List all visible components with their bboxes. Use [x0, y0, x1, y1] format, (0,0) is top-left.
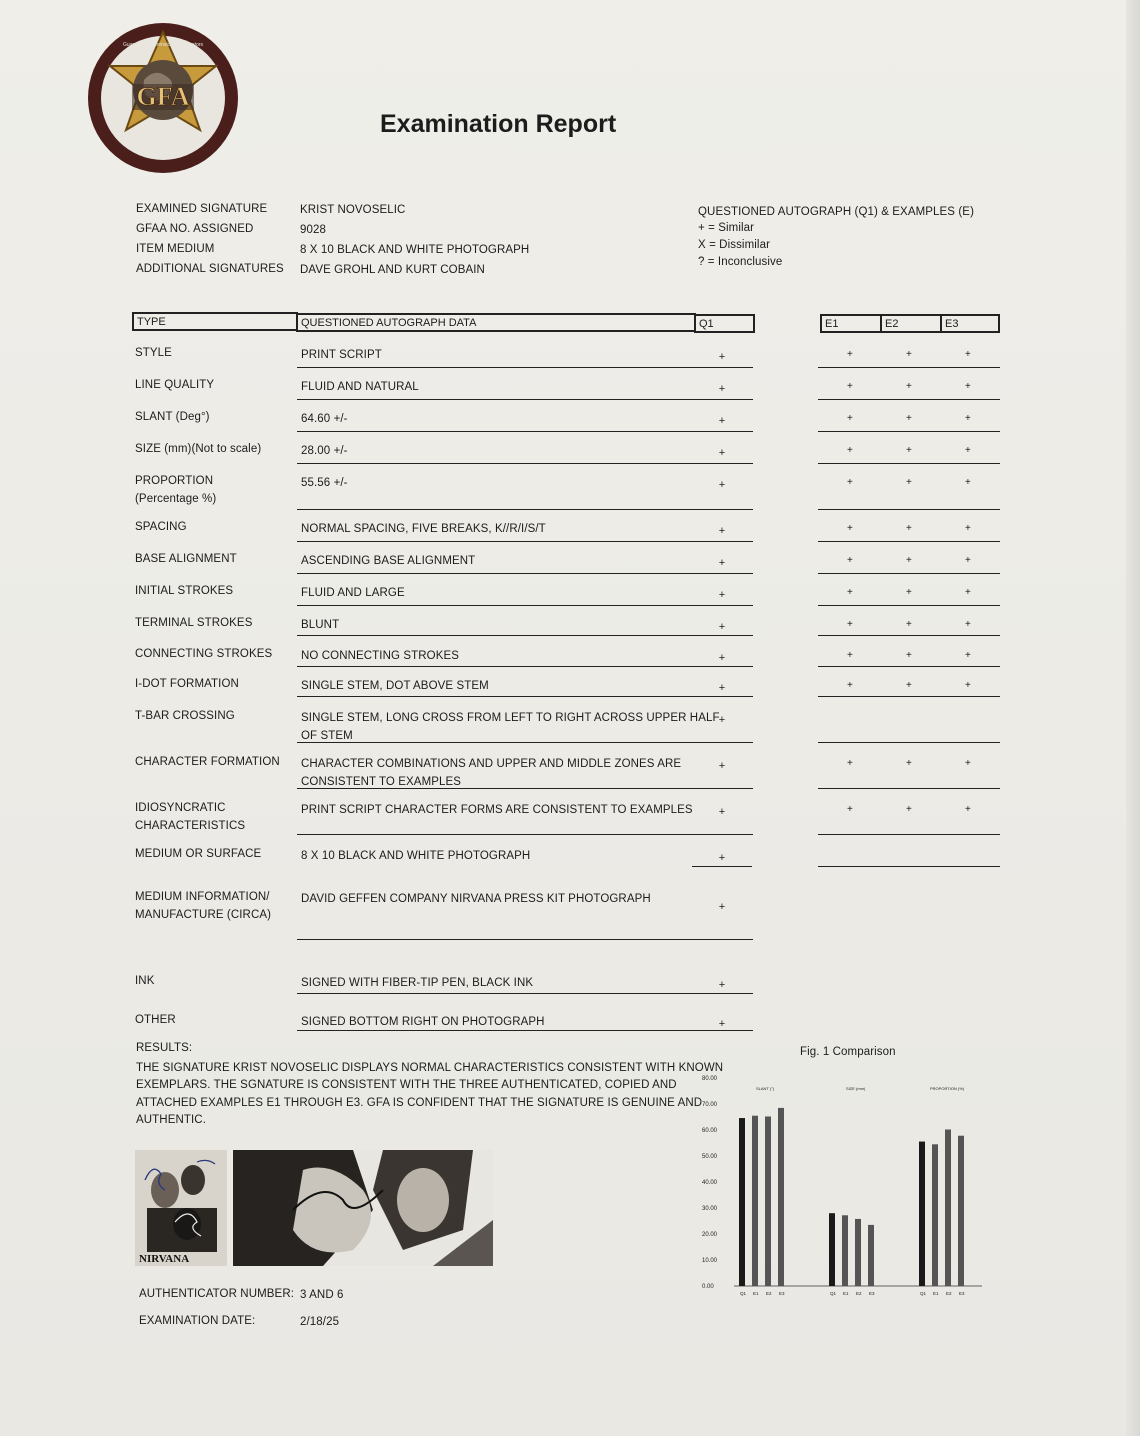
row-e2-mark: + [906, 587, 912, 598]
info-label: GFAA NO. ASSIGNED [136, 223, 254, 235]
row-type-line-2: MANUFACTURE (CIRCA) [135, 909, 272, 921]
row-data: FLUID AND NATURAL [301, 381, 419, 393]
x-tick-label: E2 [856, 1291, 862, 1296]
row-data: SIGNED BOTTOM RIGHT ON PHOTOGRAPH [301, 1016, 545, 1028]
x-tick-label: Q1 [920, 1291, 927, 1296]
row-e2-mark: + [906, 555, 912, 566]
info-value: DAVE GROHL AND KURT COBAIN [300, 264, 485, 276]
header-e3: E3 [940, 314, 1000, 333]
row-underline [297, 834, 753, 835]
row-q1-mark: + [718, 415, 726, 427]
header-type: TYPE [132, 312, 298, 331]
row-q1-mark: + [718, 806, 726, 818]
row-underline [297, 939, 753, 940]
row-data-line-2: CONSISTENT TO EXAMPLES [301, 776, 462, 788]
row-type: MEDIUM INFORMATION/ [135, 891, 270, 903]
row-underline-examples [818, 573, 1000, 574]
bar-e1 [842, 1215, 848, 1286]
row-underline [297, 605, 753, 606]
results-line-4: AUTHENTIC. [136, 1114, 206, 1126]
row-underline [297, 742, 753, 743]
row-data: NO CONNECTING STROKES [301, 650, 460, 662]
row-underline-examples [818, 463, 1000, 464]
row-data: 55.56 +/- [301, 477, 348, 489]
row-q1-mark: + [718, 525, 726, 537]
row-data: NORMAL SPACING, FIVE BREAKS, K//R/I/S/T [301, 523, 546, 535]
row-e3-mark: + [965, 619, 971, 630]
x-tick-label: E1 [933, 1291, 939, 1296]
info-value: 9028 [300, 224, 326, 236]
bar-e3 [868, 1225, 874, 1286]
row-e3-mark: + [965, 523, 971, 534]
row-q1-mark: + [718, 760, 726, 772]
row-e3-mark: + [965, 804, 971, 815]
row-e2-mark: + [906, 477, 912, 488]
page-edge [1126, 0, 1140, 1436]
y-tick-label: 0.00 [702, 1284, 714, 1290]
row-q1-mark: + [718, 652, 726, 664]
row-e1-mark: + [847, 523, 853, 534]
row-e2-mark: + [906, 523, 912, 534]
band-photo-closeup [233, 1150, 493, 1266]
y-tick-label: 30.00 [702, 1206, 718, 1212]
info-value: KRIST NOVOSELIC [300, 204, 406, 216]
info-label: EXAMINED SIGNATURE [136, 203, 268, 215]
row-e1-mark: + [847, 477, 853, 488]
x-tick-label: Q1 [740, 1291, 747, 1296]
row-q1-mark: + [718, 351, 726, 363]
bar-e1 [752, 1116, 758, 1286]
row-underline [297, 541, 753, 542]
row-e2-mark: + [906, 758, 912, 769]
results-line-3: ATTACHED EXAMPLES E1 THROUGH E3. GFA IS CONFIDENT THAT THE SIGNATURE IS GENUINE AND [136, 1097, 703, 1109]
row-e3-mark: + [965, 381, 971, 392]
results-label: RESULTS: [136, 1042, 193, 1054]
row-underline [297, 509, 753, 510]
row-type: LINE QUALITY [135, 379, 215, 391]
row-type: I-DOT FORMATION [135, 678, 239, 690]
row-data: CHARACTER COMBINATIONS AND UPPER AND MIDDLE ZONES ARE [301, 758, 682, 770]
row-e1-mark: + [847, 758, 853, 769]
row-type: TERMINAL STROKES [135, 617, 253, 629]
legend-inconclusive: ? = Inconclusive [698, 256, 783, 268]
row-q1-mark: + [718, 589, 726, 601]
row-underline-examples [818, 509, 1000, 510]
row-e2-mark: + [906, 680, 912, 691]
info-label: ITEM MEDIUM [136, 243, 215, 255]
y-tick-label: 20.00 [702, 1232, 718, 1238]
row-e1-mark: + [847, 804, 853, 815]
svg-text:GFA: GFA [136, 82, 190, 111]
row-q1-mark: + [718, 682, 726, 694]
row-underline [297, 463, 753, 464]
row-q1-mark: + [718, 714, 726, 726]
bar-q1 [919, 1142, 925, 1286]
row-underline-examples [818, 431, 1000, 432]
x-tick-label: E1 [843, 1291, 849, 1296]
x-tick-label: E3 [869, 1291, 875, 1296]
header-e2: E2 [880, 314, 942, 333]
row-underline-examples [818, 866, 1000, 867]
row-type: IDIOSYNCRATIC [135, 802, 226, 814]
bar-e2 [945, 1129, 951, 1286]
row-e1-mark: + [847, 555, 853, 566]
row-q1-mark: + [718, 479, 726, 491]
row-e2-mark: + [906, 650, 912, 661]
bar-e1 [932, 1144, 938, 1286]
row-e2-mark: + [906, 413, 912, 424]
y-tick-label: 60.00 [702, 1128, 718, 1134]
row-underline-examples [818, 666, 1000, 667]
y-tick-label: 70.00 [702, 1102, 718, 1108]
info-label: ADDITIONAL SIGNATURES [136, 263, 284, 275]
row-type: CONNECTING STROKES [135, 648, 273, 660]
row-e3-mark: + [965, 587, 971, 598]
row-type: PROPORTION [135, 475, 214, 487]
row-underline [297, 993, 753, 994]
row-e3-mark: + [965, 413, 971, 424]
row-e2-mark: + [906, 381, 912, 392]
row-e3-mark: + [965, 680, 971, 691]
row-type: INITIAL STROKES [135, 585, 234, 597]
row-e3-mark: + [965, 349, 971, 360]
row-data: 28.00 +/- [301, 445, 348, 457]
row-underline-examples [818, 742, 1000, 743]
row-data: ASCENDING BASE ALIGNMENT [301, 555, 476, 567]
row-underline [297, 696, 753, 697]
chart-title: Fig. 1 Comparison [800, 1046, 896, 1058]
exam-date-label: EXAMINATION DATE: [139, 1315, 256, 1327]
row-underline [297, 635, 753, 636]
gfa-logo-seal [86, 14, 242, 182]
row-data: DAVID GEFFEN COMPANY NIRVANA PRESS KIT PHOTOGRAPH [301, 893, 651, 905]
row-underline [297, 1030, 753, 1031]
row-e2-mark: + [906, 445, 912, 456]
row-underline-examples [818, 834, 1000, 835]
nirvana-caption: NIRVANA [139, 1253, 190, 1265]
x-tick-label: E2 [766, 1291, 772, 1296]
x-tick-label: E2 [946, 1291, 952, 1296]
row-e3-mark: + [965, 445, 971, 456]
row-q1-mark: + [718, 1018, 726, 1030]
row-underline [297, 431, 753, 432]
row-underline-examples [818, 605, 1000, 606]
row-data: 8 X 10 BLACK AND WHITE PHOTOGRAPH [301, 850, 531, 862]
row-e1-mark: + [847, 680, 853, 691]
row-underline-examples [818, 399, 1000, 400]
row-type: SLANT (Deg°) [135, 411, 210, 423]
logo-ring-text: Guaranteed Forensic Authenticators [122, 42, 204, 48]
row-e1-mark: + [847, 349, 853, 360]
y-tick-label: 40.00 [702, 1180, 718, 1186]
x-tick-label: E1 [753, 1291, 759, 1296]
row-e3-mark: + [965, 758, 971, 769]
row-q1-mark: + [718, 979, 726, 991]
bar-e3 [778, 1108, 784, 1286]
row-type: CHARACTER FORMATION [135, 756, 280, 768]
x-tick-label: Q1 [830, 1291, 837, 1296]
row-underline-examples [818, 541, 1000, 542]
row-underline [297, 788, 753, 789]
row-e2-mark: + [906, 804, 912, 815]
info-value: 8 X 10 BLACK AND WHITE PHOTOGRAPH [300, 244, 530, 256]
row-type-line-2: CHARACTERISTICS [135, 820, 246, 832]
group-label: SLANT (°) [756, 1086, 775, 1091]
row-q1-mark: + [718, 383, 726, 395]
row-underline [297, 399, 753, 400]
authenticator-value: 3 AND 6 [300, 1289, 344, 1301]
row-underline [297, 367, 753, 368]
y-tick-label: 50.00 [702, 1154, 718, 1160]
legend-heading: QUESTIONED AUTOGRAPH (Q1) & EXAMPLES (E) [698, 206, 975, 218]
row-underline [297, 573, 753, 574]
row-e1-mark: + [847, 445, 853, 456]
group-label: SIZE (mm) [846, 1086, 866, 1091]
row-e2-mark: + [906, 619, 912, 630]
band-photo-signed [135, 1150, 227, 1266]
row-type: T-BAR CROSSING [135, 710, 235, 722]
row-e1-mark: + [847, 587, 853, 598]
header-data: QUESTIONED AUTOGRAPH DATA [296, 313, 696, 332]
bar-e3 [958, 1136, 964, 1286]
row-data: SIGNED WITH FIBER-TIP PEN, BLACK INK [301, 977, 534, 989]
group-label: PROPORTION (%) [930, 1086, 965, 1091]
row-data: BLUNT [301, 619, 340, 631]
row-q1-mark: + [718, 621, 726, 633]
row-underline-examples [818, 696, 1000, 697]
row-underline-examples [818, 367, 1000, 368]
x-tick-label: E3 [959, 1291, 965, 1296]
row-type: INK [135, 975, 155, 987]
bar-q1 [829, 1213, 835, 1286]
row-data: PRINT SCRIPT [301, 349, 382, 361]
bar-e2 [855, 1219, 861, 1286]
row-e3-mark: + [965, 477, 971, 488]
row-e1-mark: + [847, 650, 853, 661]
row-data: PRINT SCRIPT CHARACTER FORMS ARE CONSISTENT TO EXAMPLES [301, 804, 693, 816]
row-type-line-2: (Percentage %) [135, 493, 217, 505]
y-tick-label: 80.00 [702, 1076, 718, 1082]
row-data: SINGLE STEM, LONG CROSS FROM LEFT TO RIGHT ACROSS UPPER HALF [301, 712, 720, 724]
row-type: OTHER [135, 1014, 176, 1026]
comparison-bar-chart [700, 1068, 990, 1304]
row-q1-mark: + [718, 852, 726, 864]
bar-e2 [765, 1116, 771, 1286]
row-data: SINGLE STEM, DOT ABOVE STEM [301, 680, 489, 692]
page-title: Examination Report [380, 110, 617, 138]
row-underline-q1 [692, 866, 752, 867]
row-e2-mark: + [906, 349, 912, 360]
authenticator-label: AUTHENTICATOR NUMBER: [139, 1288, 295, 1300]
row-type: MEDIUM OR SURFACE [135, 848, 262, 860]
header-e1: E1 [820, 314, 882, 333]
row-data: 64.60 +/- [301, 413, 348, 425]
row-q1-mark: + [718, 901, 726, 913]
legend-dissimilar: X = Dissimilar [698, 239, 771, 251]
row-e1-mark: + [847, 413, 853, 424]
row-type: STYLE [135, 347, 172, 359]
header-q1: Q1 [694, 314, 755, 333]
row-e1-mark: + [847, 619, 853, 630]
row-e3-mark: + [965, 650, 971, 661]
y-tick-label: 10.00 [702, 1258, 718, 1264]
row-data-line-2: OF STEM [301, 730, 353, 742]
row-data: FLUID AND LARGE [301, 587, 405, 599]
row-q1-mark: + [718, 557, 726, 569]
row-e3-mark: + [965, 555, 971, 566]
row-type: SPACING [135, 521, 187, 533]
row-q1-mark: + [718, 447, 726, 459]
row-e1-mark: + [847, 381, 853, 392]
exam-date-value: 2/18/25 [300, 1316, 340, 1328]
legend-similar: + = Similar [698, 222, 755, 234]
row-underline [297, 666, 753, 667]
x-tick-label: E3 [779, 1291, 785, 1296]
results-line-1: THE SIGNATURE KRIST NOVOSELIC DISPLAYS NORMAL CHARACTERISTICS CONSISTENT WITH KNOWN [136, 1062, 724, 1074]
row-type: BASE ALIGNMENT [135, 553, 237, 565]
row-underline-examples [818, 788, 1000, 789]
bar-q1 [739, 1118, 745, 1286]
row-type: SIZE (mm)(Not to scale) [135, 443, 262, 455]
results-line-2: EXEMPLARS. THE SGNATURE IS CONSISTENT WITH THE THREE AUTHENTICATED, COPIED AND [136, 1079, 677, 1091]
row-underline-examples [818, 635, 1000, 636]
